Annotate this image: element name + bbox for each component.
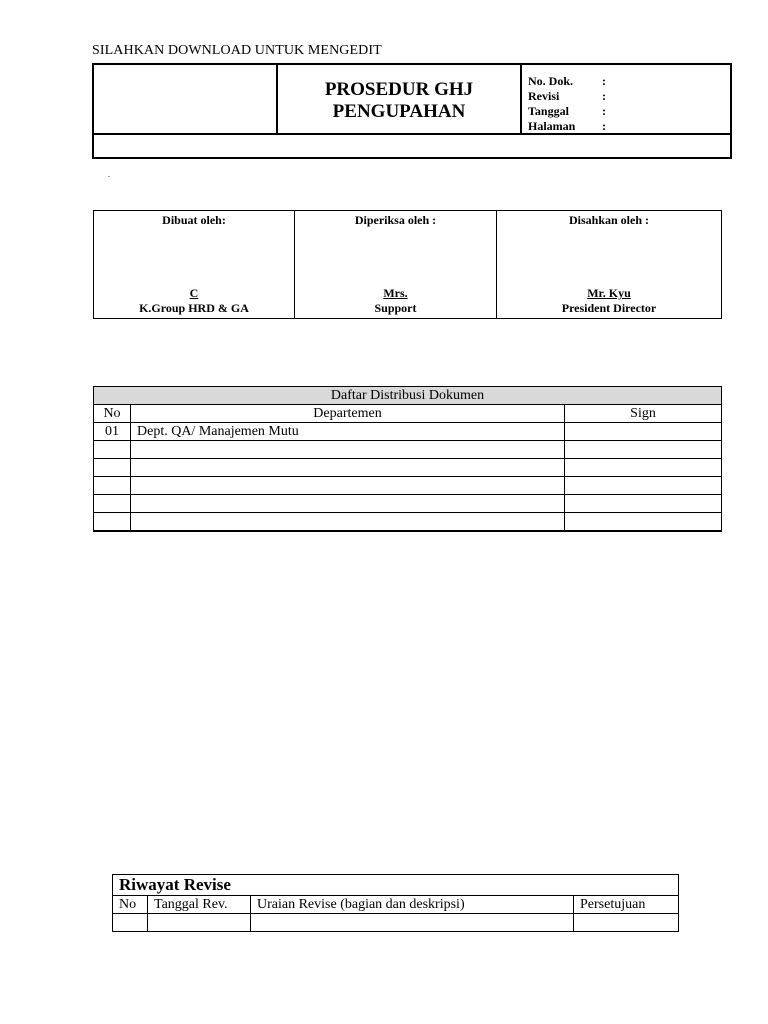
checked-by-cell: Diperiksa oleh : Mrs. Support [295,211,497,319]
download-note: SILAHKAN DOWNLOAD UNTUK MENGEDIT [92,43,382,58]
checked-by-role: Support [374,301,417,315]
checked-by-name: Mrs. [383,286,408,300]
table-row [94,459,722,477]
revision-title: Riwayat Revise [113,875,679,896]
document-meta [524,65,730,134]
col-no: No [94,405,131,423]
revision-header-row [113,896,679,914]
meta-page: Halaman : [528,119,606,133]
logo-cell [94,65,278,134]
approved-by-cell: Disahkan oleh : Mr. Kyu President Director [497,211,722,319]
title-line-1: PROSEDUR GHJ [324,79,474,100]
document-title [278,65,522,134]
col-departemen: Departemen [131,405,565,423]
header-divider [94,133,730,135]
approved-by-role: President Director [561,301,657,315]
dot-mark: . [108,170,110,179]
rev-col-date: Tanggal Rev. [148,896,251,914]
table-row [94,441,722,459]
distribution-title: Daftar Distribusi Dokumen [94,387,722,405]
meta-doc-no: No. Dok. : [528,74,606,88]
table-row [94,513,722,532]
rev-col-desc: Uraian Revise (bagian dan deskripsi) [251,896,574,914]
title-line-2: PENGUPAHAN [332,101,466,122]
meta-date: Tanggal : [528,104,606,118]
distribution-table [93,386,722,532]
made-by-cell: Dibuat oleh: C K.Group HRD & GA [94,211,295,319]
distribution-header-row [94,405,722,423]
revision-table [112,874,679,932]
table-row [113,914,679,932]
meta-revision: Revisi : [528,89,606,103]
table-row [94,477,722,495]
col-sign: Sign [565,405,722,423]
table-row [94,495,722,513]
made-by-role: K.Group HRD & GA [139,301,249,315]
approval-table [93,210,722,319]
rev-col-no: No [113,896,148,914]
table-row: 01 Dept. QA/ Manajemen Mutu [94,423,722,441]
made-by-name: C [189,286,199,300]
document-header [92,63,732,159]
approved-by-name: Mr. Kyu [587,286,631,300]
rev-col-approval: Persetujuan [574,896,679,914]
